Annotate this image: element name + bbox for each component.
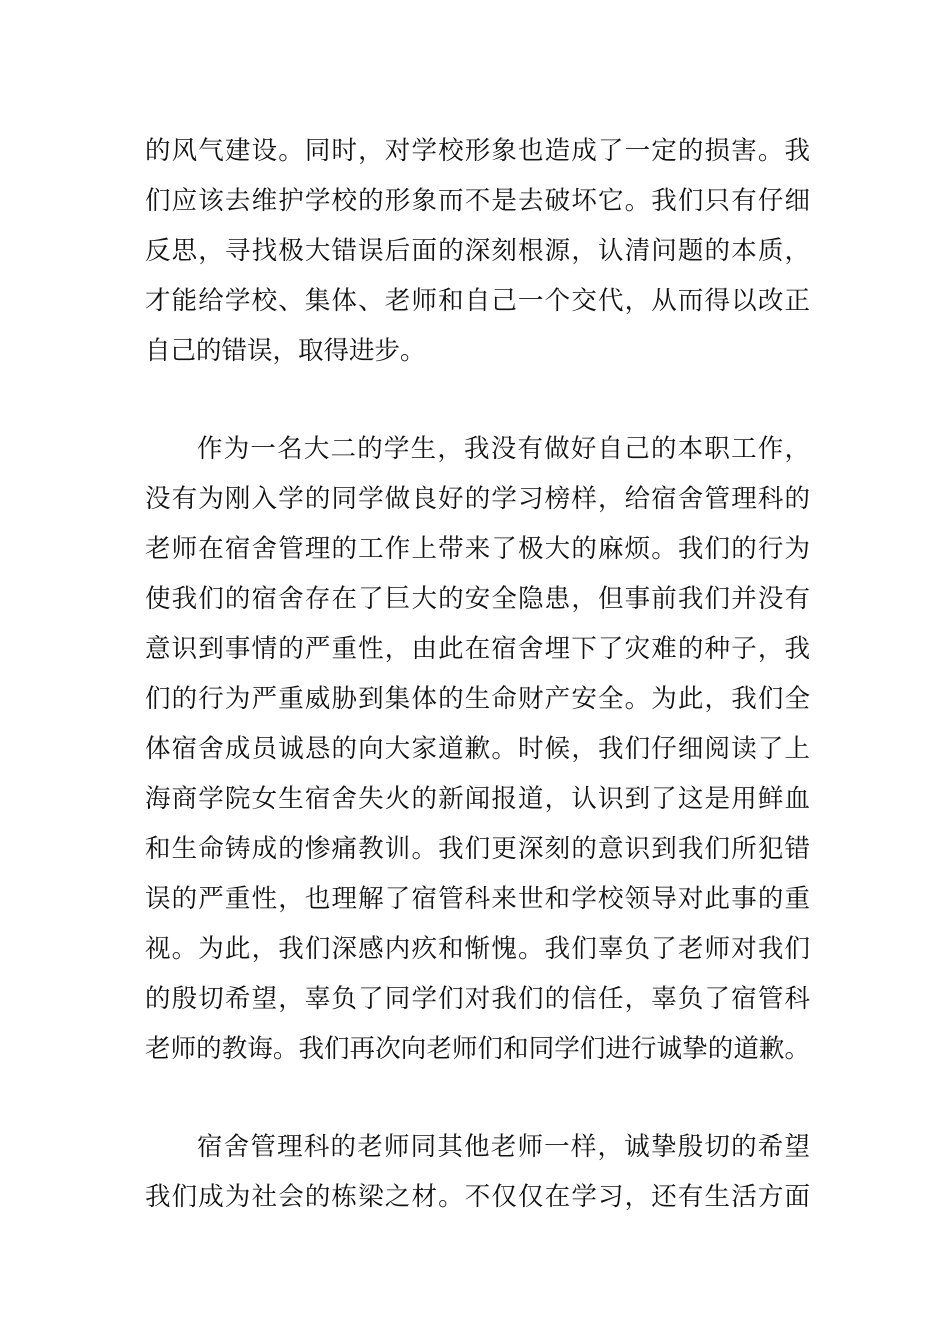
paragraph-2-line-1: 作为一名大二的学生，我没有做好自己的本职工作， bbox=[197, 434, 810, 464]
paragraph-1-line-1: 的风气建设。同时，对学校形象也造成了一定的损害。我 bbox=[145, 136, 810, 166]
paragraph-2-line-7: 体宿舍成员诚恳的向大家道歉。时候，我们仔细阅读了上 bbox=[145, 734, 810, 764]
paragraph-2-line-9: 和生命铸成的惨痛教训。我们更深刻的意识到我们所犯错 bbox=[145, 834, 810, 864]
paragraph-1-line-5: 自己的错误，取得进步。 bbox=[145, 336, 426, 366]
paragraph-2-line-3: 老师在宿舍管理的工作上带来了极大的麻烦。我们的行为 bbox=[145, 534, 810, 564]
paragraph-1-line-3: 反思，寻找极大错误后面的深刻根源，认清问题的本质， bbox=[145, 236, 810, 266]
paragraph-2-line-12: 的殷切希望，辜负了同学们对我们的信任，辜负了宿管科 bbox=[145, 984, 810, 1014]
paragraph-3-line-2: 我们成为社会的栋梁之材。不仅仅在学习，还有生活方面 bbox=[145, 1182, 810, 1212]
paragraph-1-line-4: 才能给学校、集体、老师和自己一个交代，从而得以改正 bbox=[145, 286, 810, 316]
paragraph-2-line-2: 没有为刚入学的同学做良好的学习榜样，给宿舍管理科的 bbox=[145, 484, 810, 514]
paragraph-2-line-6: 们的行为严重威胁到集体的生命财产安全。为此，我们全 bbox=[145, 684, 810, 714]
paragraph-1-line-2: 们应该去维护学校的形象而不是去破坏它。我们只有仔细 bbox=[145, 186, 810, 216]
paragraph-2-line-5: 意识到事情的严重性，由此在宿舍埋下了灾难的种子，我 bbox=[145, 634, 810, 664]
paragraph-2-line-13: 老师的教诲。我们再次向老师们和同学们进行诚挚的道歉。 bbox=[145, 1034, 810, 1064]
paragraph-2-line-4: 使我们的宿舍存在了巨大的安全隐患，但事前我们并没有 bbox=[145, 584, 810, 614]
paragraph-2-line-11: 视。为此，我们深感内疚和惭愧。我们辜负了老师对我们 bbox=[145, 934, 810, 964]
paragraph-2-line-8: 海商学院女生宿舍失火的新闻报道，认识到了这是用鲜血 bbox=[145, 784, 810, 814]
paragraph-2-line-10: 误的严重性，也理解了宿管科来世和学校领导对此事的重 bbox=[145, 884, 810, 914]
paragraph-3-line-1: 宿舍管理科的老师同其他老师一样，诚挚殷切的希望 bbox=[197, 1132, 810, 1162]
